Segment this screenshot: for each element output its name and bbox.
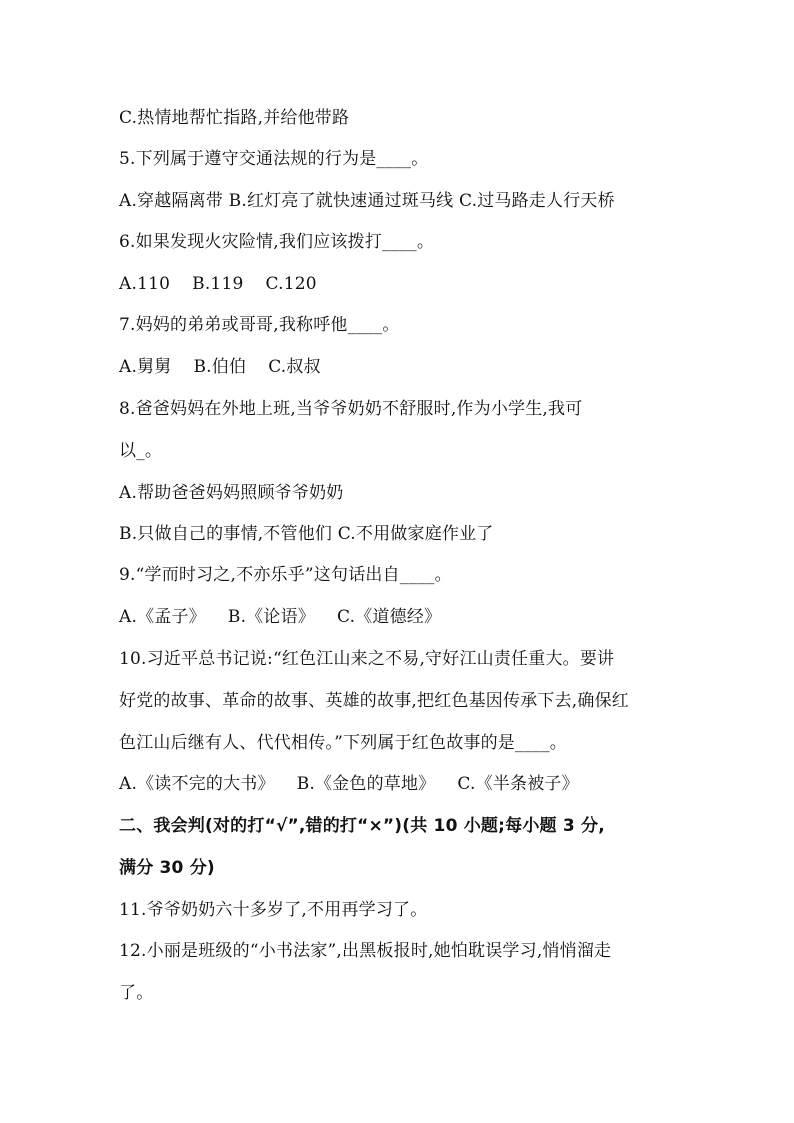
question-10-options: [119, 772, 689, 796]
option-a: A.110: [119, 274, 171, 294]
option-a: A.《读不完的大书》: [119, 774, 275, 794]
question-8-option-bc: B.只做自己的事情,不管他们 C.不用做家庭作业了: [119, 524, 494, 544]
option-c: C.120: [265, 274, 317, 294]
option-b: B.《论语》: [227, 607, 315, 627]
question-8-text-line-2: 以_。: [119, 441, 163, 461]
option-a: A.《孟子》: [119, 607, 206, 627]
option-c: C.《半条被子》: [457, 774, 579, 794]
question-10-text-line-2: 好党的故事、革命的故事、英雄的故事,把红色基因传承下去,确保红: [119, 691, 630, 711]
question-6-text: 6.如果发现火灾险情,我们应该拨打____。: [119, 232, 435, 252]
question-5-text: 5.下列属于遵守交通法规的行为是____。: [119, 149, 429, 169]
question-8-option-a: A.帮助爸爸妈妈照顾爷爷奶奶: [119, 483, 344, 503]
question-4-option-c: C.热情地帮忙指路,并给他带路: [119, 108, 350, 128]
section-2-heading-line-1: 二、我会判(对的打“√”,错的打“×”)(共 10 小题;每小题 3 分,: [119, 816, 605, 836]
option-c: C.叔叔: [268, 357, 321, 377]
question-11-text: 11.爷爷奶奶六十多岁了,不用再学习了。: [119, 900, 428, 920]
question-7-text: 7.妈妈的弟弟或哥哥,我称呼他____。: [119, 315, 400, 335]
question-12-text-line-1: 12.小丽是班级的“小书法家”,出黑板报时,她怕耽误学习,悄悄溜走: [119, 941, 612, 961]
question-7-options: [119, 355, 689, 379]
option-b: B.《金色的草地》: [296, 774, 436, 794]
question-9-options: [119, 605, 689, 629]
option-c: C.《道德经》: [337, 607, 442, 627]
question-10-text-line-1: 10.习近平总书记说:“红色江山来之不易,守好江山责任重大。要讲: [119, 649, 615, 669]
question-9-text: 9.“学而时习之,不亦乐乎”这句话出自____。: [119, 565, 452, 585]
question-6-options: [119, 272, 689, 296]
question-5-options: A.穿越隔离带 B.红灯亮了就快速通过斑马线 C.过马路走人行天桥: [119, 191, 615, 211]
question-8-text-line-1: 8.爸爸妈妈在外地上班,当爷爷奶奶不舒服时,作为小学生,我可: [119, 399, 583, 419]
option-b: B.119: [192, 274, 244, 294]
option-b: B.伯伯: [193, 357, 247, 377]
section-2-heading-line-2: 满分 30 分): [119, 858, 215, 878]
question-12-text-line-2: 了。: [119, 983, 154, 1003]
option-a: A.舅舅: [119, 357, 172, 377]
question-10-text-line-3: 色江山后继有人、代代相传。”下列属于红色故事的是____。: [119, 733, 567, 753]
